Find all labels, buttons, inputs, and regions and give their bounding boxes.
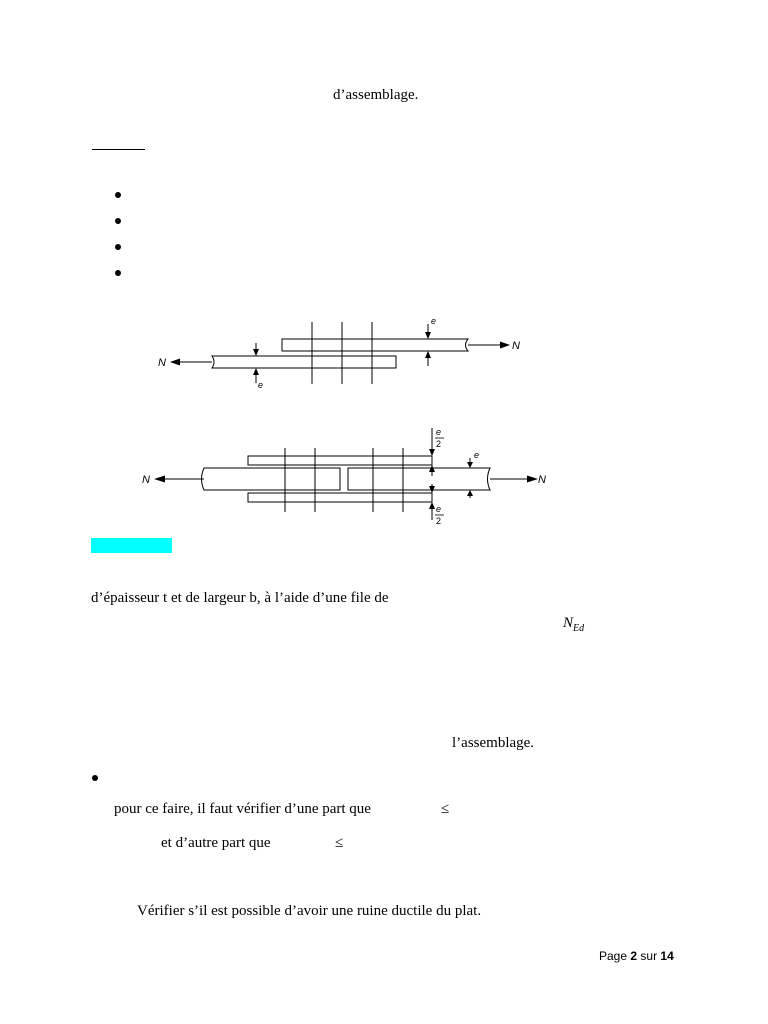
math-ned <box>563 615 584 634</box>
label-n-right-2: N <box>538 474 546 486</box>
label-n-left-2: N <box>142 474 150 486</box>
page-current: 2 <box>630 949 638 963</box>
math-ned-symbol: N <box>563 615 574 631</box>
bullet-1 <box>115 192 121 198</box>
bullet-4 <box>115 270 121 276</box>
page-word: Page <box>599 949 628 963</box>
lower-plate <box>212 356 396 368</box>
frac-bot-den: 2 <box>436 516 442 526</box>
text-pour-ce-faire: pour ce faire, il faut vérifier d’une part que <box>114 801 371 817</box>
highlight-block <box>91 538 172 553</box>
page-footer <box>599 949 674 963</box>
label-n-right: N <box>512 340 520 352</box>
text-lassemblage: l’assemblage. <box>452 735 535 751</box>
math-ned-subscript: Ed <box>573 623 585 634</box>
label-e: e <box>474 450 480 460</box>
text-assemblage-top: d’assemblage. <box>333 87 419 103</box>
heading-underline <box>92 149 145 150</box>
bullet-3 <box>115 244 121 250</box>
upper-plate <box>282 339 468 351</box>
page-total: 14 <box>660 949 674 963</box>
frac-bot-num: e <box>436 504 442 514</box>
leq-symbol-2: ≤ <box>335 835 344 851</box>
left-main-plate <box>202 468 341 490</box>
text-verifier: Vérifier s’il est possible d’avoir une ruine ductile du plat. <box>137 903 482 919</box>
right-main-plate <box>348 468 490 490</box>
frac-top-num: e <box>436 427 442 437</box>
double-cover-joint-figure <box>140 420 560 530</box>
upper-cover-plate <box>248 456 432 465</box>
lower-cover-plate <box>248 493 432 502</box>
frac-top-den: 2 <box>436 439 442 449</box>
bullet-5 <box>92 775 98 781</box>
label-e-bottom: e <box>258 380 264 390</box>
bullet-2 <box>115 218 121 224</box>
leq-symbol-1: ≤ <box>441 801 450 817</box>
label-n-left: N <box>158 357 166 369</box>
text-epaisseur: d’épaisseur t et de largeur b, à l’aide d’une file de <box>91 590 389 606</box>
page-sep: sur <box>640 949 658 963</box>
label-e-top: e <box>431 316 437 326</box>
text-et-dautre-part: et d’autre part que <box>161 835 271 851</box>
lap-joint-figure <box>150 310 550 410</box>
